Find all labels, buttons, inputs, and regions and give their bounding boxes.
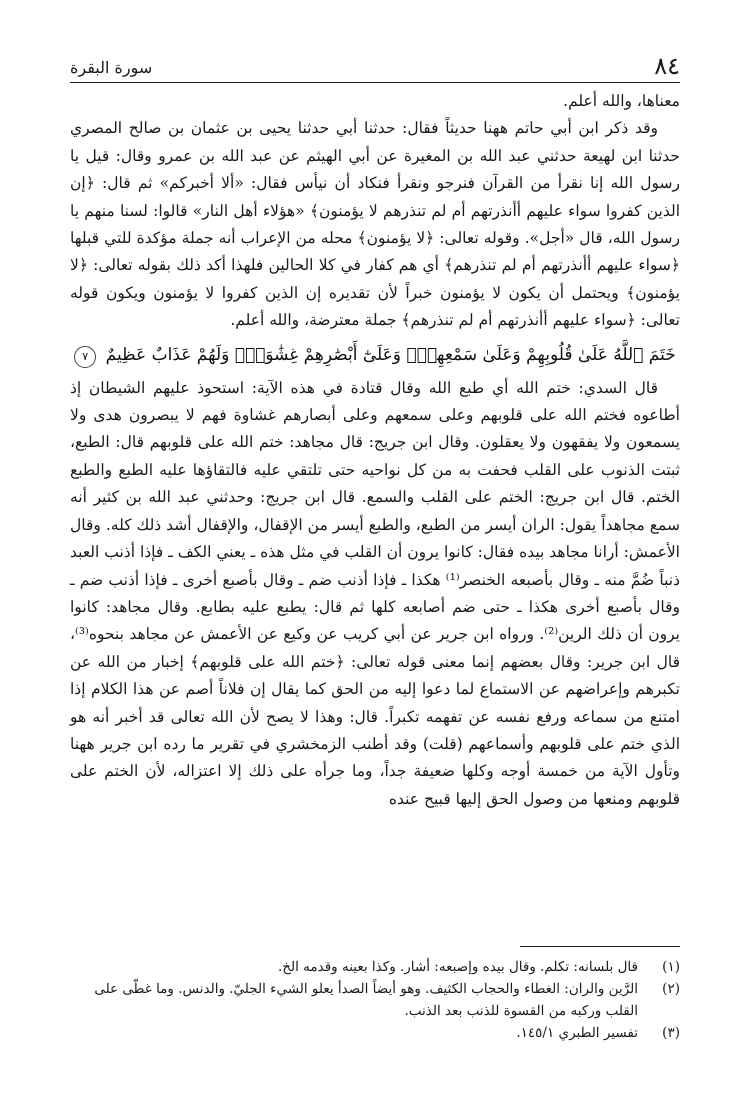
footnote — [70, 956, 680, 978]
footnote — [70, 1022, 680, 1044]
surah-title: سورة البقرة — [70, 58, 153, 77]
footnote-text: قال بلسانه: تكلم. وقال بيده وإصبعه: أشار. وكذا بعينه وقدمه الخ. — [278, 959, 638, 975]
page-number: ٨٤ — [654, 52, 680, 80]
footnotes — [70, 956, 680, 1044]
page-header — [70, 52, 680, 83]
footnote-divider — [520, 946, 680, 947]
verse-text: خَتَمَ ٱللَّهُ عَلَىٰ قُلُوبِهِمْ وَعَلَىٰ سَمْعِهِمْۖ وَعَلَىٰٓ أَبْصَٰرِهِمْ غِشَٰوَةٌۖ وَلَهُمْ عَذَابٌ عَظِيمٌ — [105, 344, 676, 365]
footnote-text: تفسير الطبري ١٤٥/١. — [516, 1025, 638, 1041]
footnote-number: (٢) — [662, 981, 680, 997]
verse-number: ٧ — [74, 346, 96, 368]
paragraph-commentary: قال السدي: ختم الله أي طبع الله وقال قتادة في هذه الآية: استحوذ عليهم الشيطان إذ أطاعوه فختم الله على قلوبهم وعلى سمعهم وعلى أبصارهم غشاوة فهم لا يبصرون هدى ولا يسمعون ولا يفقهون ولا يعقلون. وقال ابن جريج: قال مجاهد: ختم الله على قلوبهم قال: الطبع، ثبتت الذنوب على القلب فحفت به من كل نواحيه حتى تلتقي عليه فالتقاؤها عليه الطبع والطبع الختم. قال ابن جريج: الختم على القلب والسمع. قال ابن جريج: وحدثني عبد الله بن كثير أنه سمع مجاهداً يقول: الران أيسر من الطبع، والطبع أيسر من الإقفال، والإقفال أشد ذلك كله. وقال الأعمش: أرانا مجاهد بيده فقال: كانوا يرون أن القلب في مثل هذه ـ يعني الكف ـ فإذا أذنب العبد ذنباً ضُمَّ منه ـ وقال بأصبعه الخنصر⁽¹⁾ هكذا ـ فإذا أذنب ضم ـ وقال بأصبع أخرى ـ فإذا أذنب ضم ـ وقال بأصبع أخرى هكذا ـ حتى ضم أصابعه كلها ثم قال: يطبع عليه بطابع. وقال مجاهد: كانوا يرون أن ذلك الرين⁽²⁾. ورواه ابن جرير عن أبي كريب عن وكيع عن الأعمش عن مجاهد بنحوه⁽³⁾، قال ابن جرير: وقال بعضهم إنما معنى قوله تعالى: ﴿ختم الله على قلوبهم﴾ إخبار من الله عن تكبرهم وإعراضهم عن الاستماع لما دعوا إليه من الحق كما يقال إن فلاناً أصم عن هذا الكلام إذا امتنع من سماعه ورفع نفسه عن تفهمه تكبراً. قال: وهذا لا يصح لأن الله تعالى قد أخبر أنه هو الذي ختم على قلوبهم وأسماعهم (قلت) وقد أطنب الزمخشري في تقرير ما رده ابن جرير ههنا وتأول الآية من خمسة أوجه وكلها ضعيفة جداً، وما جرأه على ذلك إلا اعتزاله، لأن الختم على قلوبهم ومنعها من وصول الحق إليها قبيح عنده — [70, 378, 680, 808]
footnote — [70, 978, 680, 1022]
paragraph-hadith: وقد ذكر ابن أبي حاتم ههنا حديثاً فقال: حدثنا أبي حدثنا يحيى بن عثمان بن صالح المصري حدثنا ابن لهيعة حدثني عبد الله بن المغيرة عن أبي الهيثم عن عبد الله بن عمرو وقال: قيل يا رسول الله إنا نقرأ من القرآن فنرجو ونقرأ فنكاد أن نيأس فقال: «ألا أخبركم» ثم قال: ﴿إن الذين كفروا سواء عليهم أأنذرتهم أم لم تنذرهم لا يؤمنون﴾ «هؤلاء أهل النار» قالوا: لسنا منهم يا رسول الله، قال «أجل». وقوله تعالى: ﴿لا يؤمنون﴾ محله من الإعراب أنه جملة مؤكدة للتي قبلها ﴿سواء عليهم أأنذرتهم أم لم تنذرهم﴾ أي هم كفار في كلا الحالين فلهذا أكد ذلك بقوله تعالى: ﴿لا يؤمنون﴾ ويحتمل أن يكون لا يؤمنون خبراً لأن تقديره إن الذين كفروا لا يؤمنون ويكون قوله تعالى: ﴿سواء عليهم أأنذرتهم أم لم تنذرهم﴾ جملة معترضة، والله أعلم. — [70, 119, 680, 330]
footnote-number: (٣) — [662, 1025, 680, 1041]
main-text — [70, 88, 680, 813]
quran-verse — [70, 335, 680, 375]
paragraph-closing: معناها، والله أعلم. — [563, 92, 680, 110]
footnote-number: (١) — [662, 959, 680, 975]
footnote-text: الرَّين والران: الغطاء والحجاب الكثيف. وهو أيضاً الصدأ يعلو الشيء الجليّ. والدنس. وما غطّى على القلب وركبه من القسوة للذنب بعد الذنب. — [94, 981, 638, 1019]
